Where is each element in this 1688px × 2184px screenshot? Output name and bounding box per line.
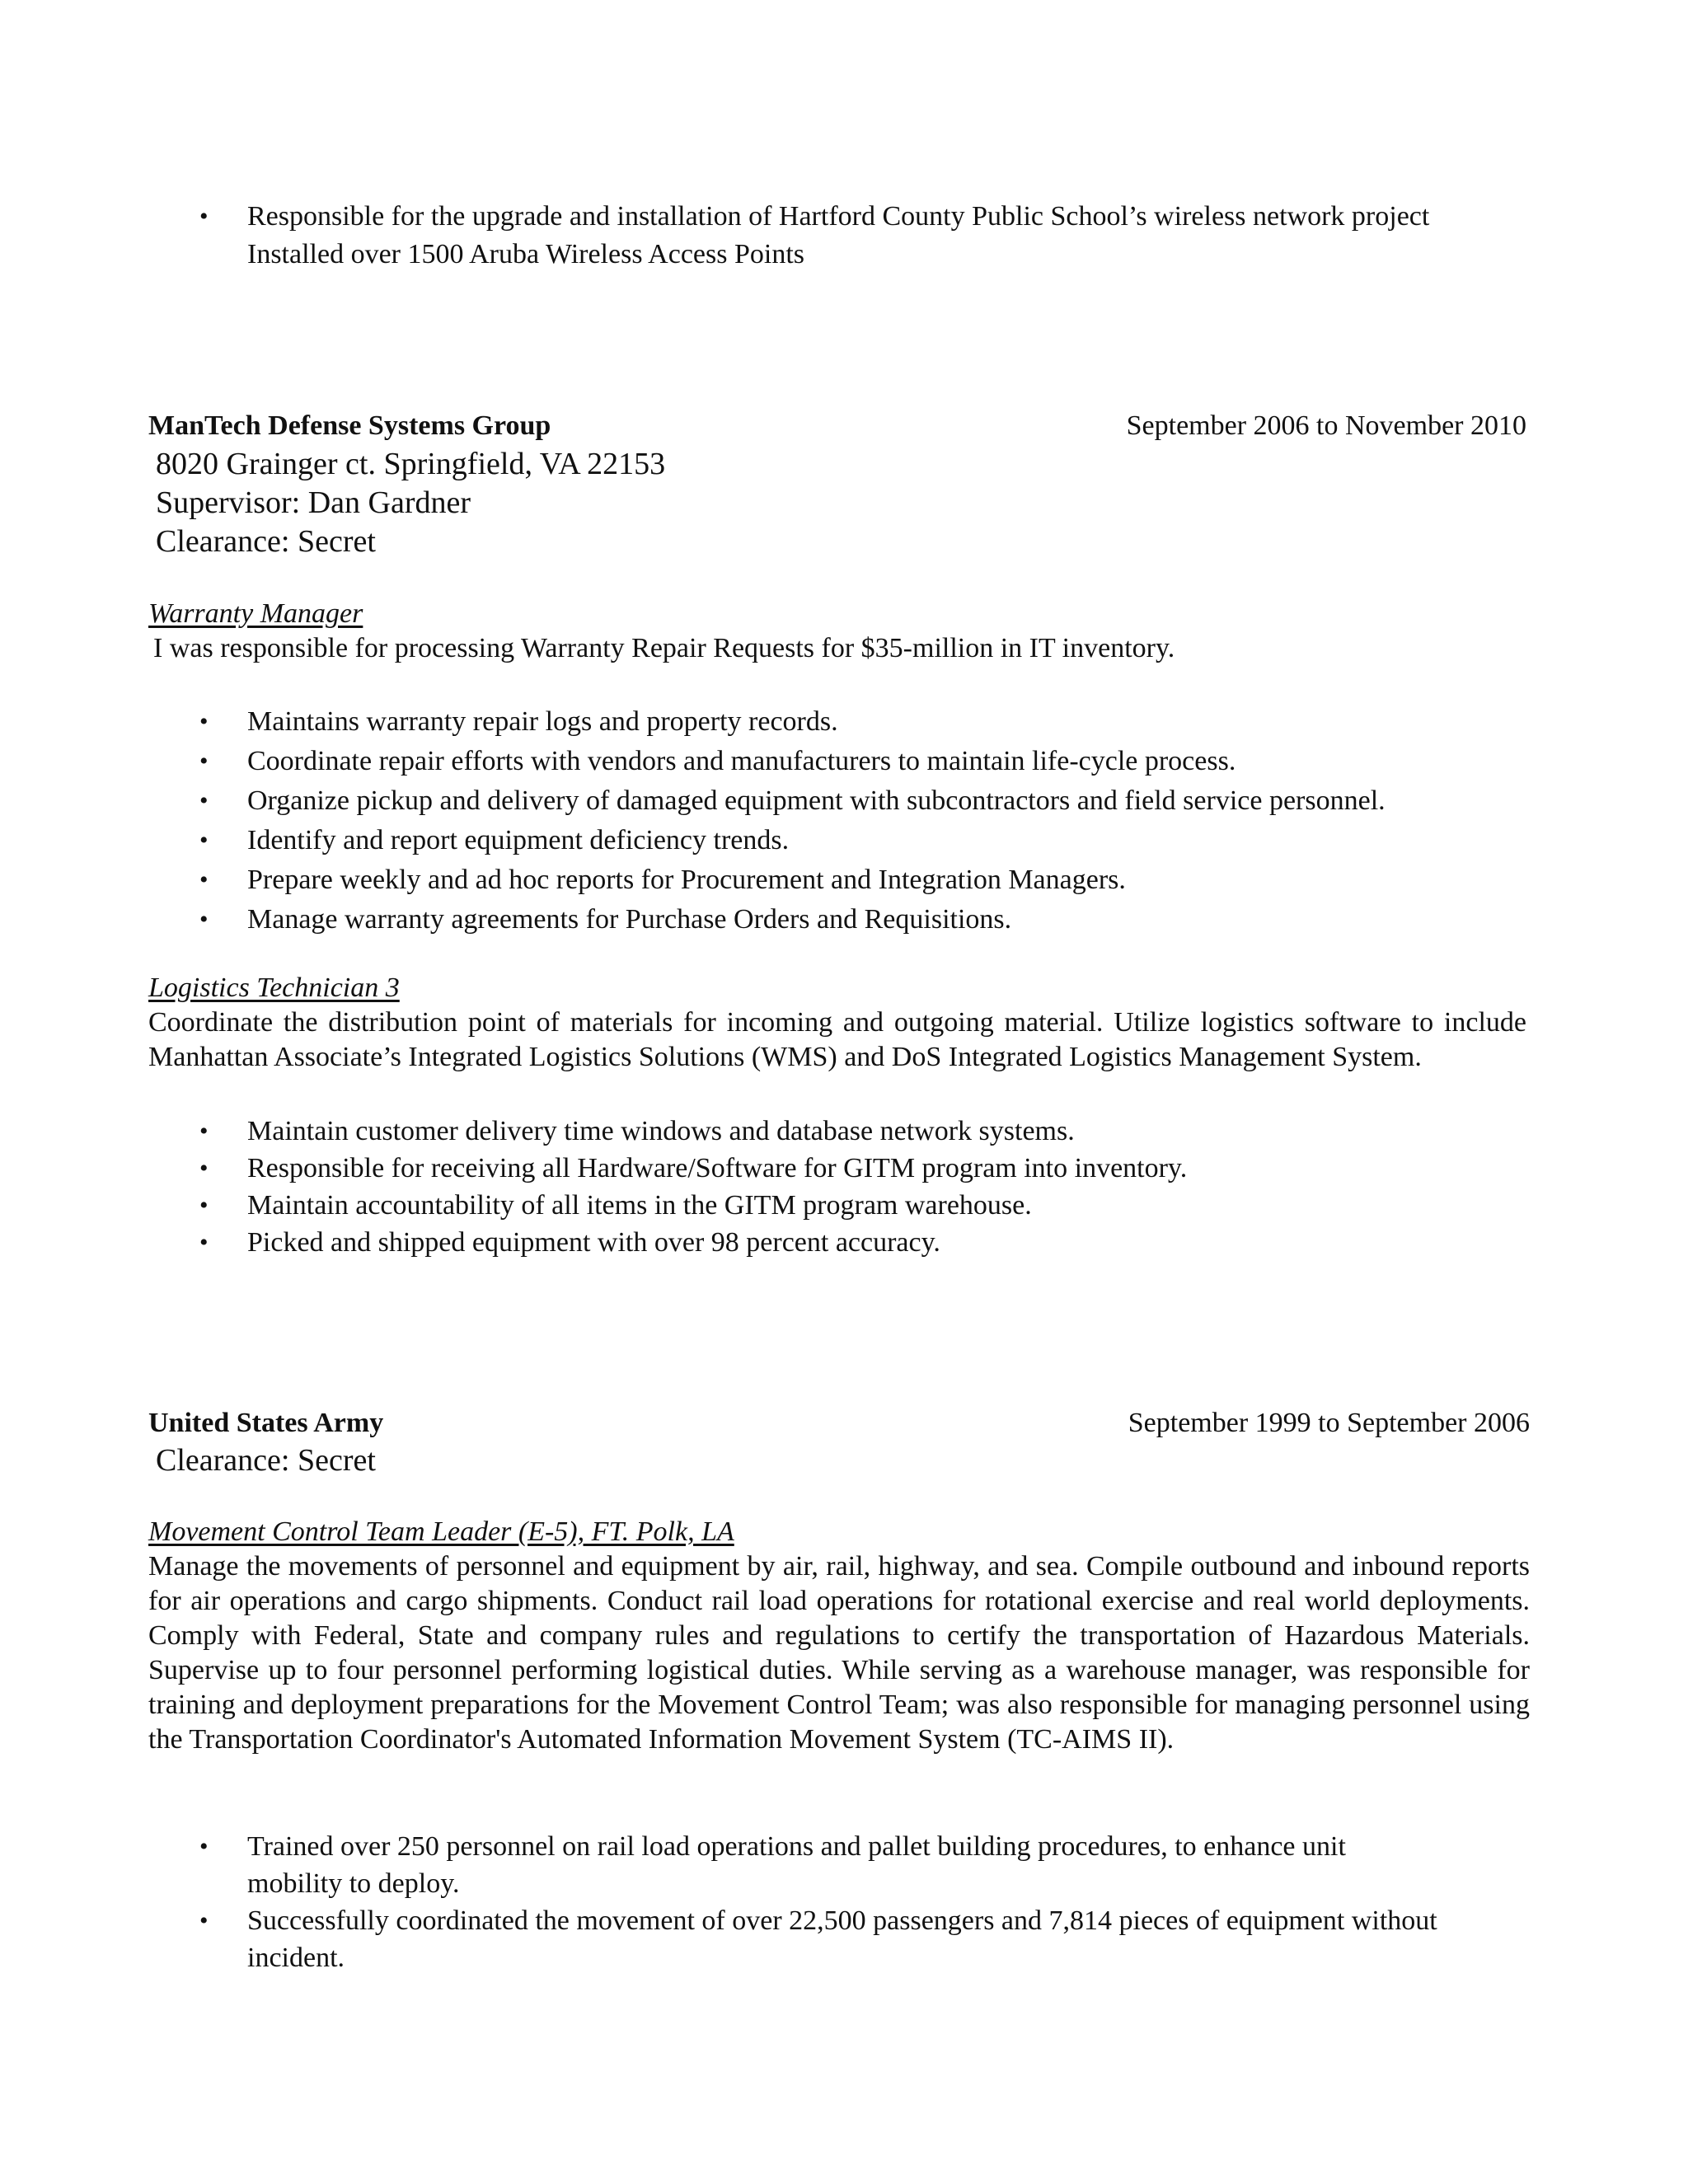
list-item: [148, 1828, 1525, 1902]
bullet-icon: •: [199, 827, 209, 854]
logistics-technician-bullets: [148, 1113, 1525, 1261]
bullet-icon: •: [199, 708, 209, 735]
list-item: [148, 1150, 1525, 1187]
list-item: [148, 1224, 1525, 1261]
role-title-logistics-technician: Logistics Technician 3: [148, 972, 400, 1003]
company-address: 8020 Grainger ct. Springfield, VA 22153: [156, 447, 666, 481]
role-title-movement-control: Movement Control Team Leader (E-5), FT. Polk, LA: [148, 1516, 734, 1547]
list-item: [148, 900, 1525, 940]
bullet-text: Identify and report equipment deficiency trends.: [247, 825, 790, 855]
bullet-text: Prepare weekly and ad hoc reports for Procurement and Integration Managers.: [247, 865, 1126, 895]
bullet-icon: •: [199, 1192, 209, 1219]
bullet-text: Maintains warranty repair logs and property records.: [247, 706, 838, 737]
warranty-manager-bullets: [148, 702, 1525, 940]
list-item: [148, 781, 1525, 821]
bullet-icon: •: [199, 203, 209, 230]
bullet-text: Responsible for the upgrade and installation of Hartford County Public School’s wireless network project Installed over 1500 Aruba Wireless Access Points: [247, 201, 1430, 269]
bullet-text: Responsible for receiving all Hardware/Software for GITM program into inventory.: [247, 1153, 1188, 1183]
list-item: [148, 198, 1525, 274]
bullet-icon: •: [199, 787, 209, 814]
intro-bullet-list: [148, 198, 1525, 274]
list-item: [148, 1902, 1525, 1976]
role-summary-movement-control: Manage the movements of personnel and equipment by air, rail, highway, and sea. Compile outbound and inbound reports for air operations and cargo shipments. Conduct rail load operations for rotational exercise and real world deployments. Comply with Federal, State and company rules and regulations to certify the transportation of Hazardous Materials. Supervise up to four personnel performing logistical duties. While serving as a warehouse manager, was responsible for training and deployment preparations for the Movement Control Team; was also responsible for managing personnel using the Transportation Coordinator's Automated Information Movement System (TC-AIMS II).: [148, 1551, 1530, 1755]
list-item: [148, 1113, 1525, 1150]
list-item: [148, 860, 1525, 900]
company-name-army: United States Army: [148, 1408, 384, 1438]
bullet-icon: •: [199, 1155, 209, 1182]
role-summary-logistics-technician: Coordinate the distribution point of materials for incoming and outgoing material. Utilize logistics software to include Manhattan Associate’s Integrated Logistics Solutions (WMS) and DoS Integrated Logistics Management System.: [148, 1007, 1526, 1072]
bullet-icon: •: [199, 748, 209, 775]
bullet-icon: •: [199, 1907, 209, 1934]
bullet-text: Successfully coordinated the movement of over 22,500 passengers and 7,814 pieces of equipment without incident.: [247, 1905, 1437, 1973]
clearance-line-mantech: Clearance: Secret: [156, 524, 376, 559]
bullet-text: Organize pickup and delivery of damaged equipment with subcontractors and field service personnel.: [247, 785, 1386, 816]
bullet-icon: •: [199, 1229, 209, 1256]
role-summary-warranty-manager: I was responsible for processing Warranty Repair Requests for $35-million in IT inventory.: [153, 633, 1175, 663]
role-title-warranty-manager: Warranty Manager: [148, 598, 363, 629]
bullet-icon: •: [199, 1118, 209, 1145]
bullet-text: Maintain accountability of all items in the GITM program warehouse.: [247, 1190, 1032, 1221]
company-name-mantech: ManTech Defense Systems Group: [148, 410, 551, 441]
employment-dates-mantech: September 2006 to November 2010: [1126, 410, 1526, 441]
list-item: [148, 821, 1525, 860]
supervisor-line: Supervisor: Dan Gardner: [156, 485, 471, 520]
bullet-icon: •: [199, 1833, 209, 1860]
bullet-text: Manage warranty agreements for Purchase Orders and Requisitions.: [247, 904, 1012, 935]
bullet-icon: •: [199, 906, 209, 933]
list-item: [148, 742, 1525, 781]
list-item: [148, 1187, 1525, 1224]
employment-dates-army: September 1999 to September 2006: [1128, 1408, 1530, 1438]
bullet-text: Picked and shipped equipment with over 98 percent accuracy.: [247, 1227, 940, 1258]
movement-control-bullets: [148, 1828, 1525, 1976]
bullet-text: Coordinate repair efforts with vendors and manufacturers to maintain life-cycle process.: [247, 746, 1236, 776]
bullet-text: Maintain customer delivery time windows and database network systems.: [247, 1116, 1075, 1146]
list-item: [148, 702, 1525, 742]
clearance-line-army: Clearance: Secret: [156, 1443, 376, 1478]
bullet-text: Trained over 250 personnel on rail load operations and pallet building procedures, to enhance unit mobility to deploy.: [247, 1831, 1346, 1899]
bullet-icon: •: [199, 866, 209, 893]
